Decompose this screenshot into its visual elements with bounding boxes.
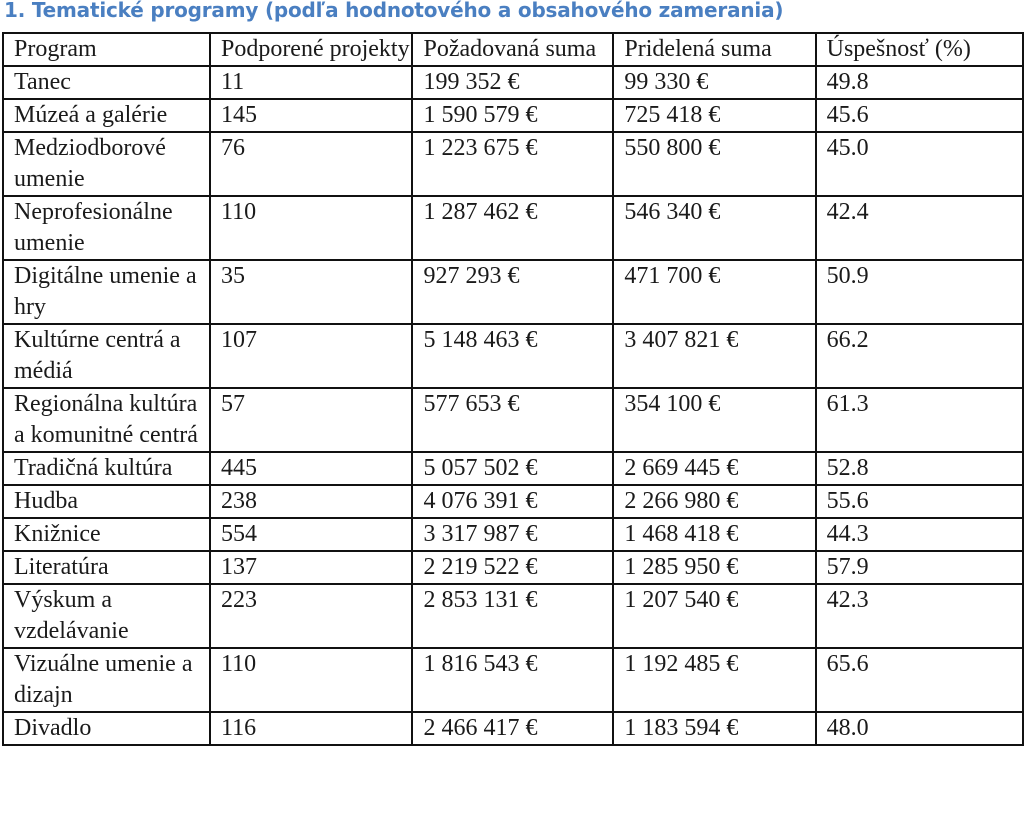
table-row [3, 99, 1023, 132]
header-success: Úspešnosť (%) [816, 33, 1023, 66]
cell-program: Kultúrne centrá a médiá [3, 324, 210, 388]
cell-program: Výskum a vzdelávanie [3, 584, 210, 648]
cell-allocated: 550 800 € [613, 132, 815, 196]
table-row [3, 551, 1023, 584]
table-row [3, 66, 1023, 99]
table-row [3, 324, 1023, 388]
table-row [3, 132, 1023, 196]
table-row [3, 388, 1023, 452]
cell-projects: 76 [210, 132, 413, 196]
cell-program: Hudba [3, 485, 210, 518]
cell-allocated: 1 468 418 € [613, 518, 815, 551]
cell-success: 61.3 [816, 388, 1023, 452]
cell-allocated: 2 669 445 € [613, 452, 815, 485]
cell-requested: 3 317 987 € [412, 518, 613, 551]
cell-program: Medziodborové umenie [3, 132, 210, 196]
cell-program: Digitálne umenie a hry [3, 260, 210, 324]
cell-success: 48.0 [816, 712, 1023, 745]
cell-allocated: 1 285 950 € [613, 551, 815, 584]
cell-success: 45.0 [816, 132, 1023, 196]
cell-program: Divadlo [3, 712, 210, 745]
cell-allocated: 1 207 540 € [613, 584, 815, 648]
cell-allocated: 99 330 € [613, 66, 815, 99]
cell-success: 42.3 [816, 584, 1023, 648]
cell-requested: 1 590 579 € [412, 99, 613, 132]
cell-requested: 1 287 462 € [412, 196, 613, 260]
cell-requested: 2 853 131 € [412, 584, 613, 648]
table-row [3, 648, 1023, 712]
cell-requested: 1 223 675 € [412, 132, 613, 196]
table-row [3, 452, 1023, 485]
cell-program: Literatúra [3, 551, 210, 584]
header-row [3, 33, 1023, 66]
cell-projects: 137 [210, 551, 413, 584]
cell-program: Tradičná kultúra [3, 452, 210, 485]
cell-requested: 577 653 € [412, 388, 613, 452]
cell-success: 49.8 [816, 66, 1023, 99]
cell-success: 52.8 [816, 452, 1023, 485]
cell-projects: 445 [210, 452, 413, 485]
table-row [3, 712, 1023, 745]
cell-success: 55.6 [816, 485, 1023, 518]
table-row [3, 584, 1023, 648]
cell-program: Regionálna kultúra a komunitné centrá [3, 388, 210, 452]
cell-requested: 4 076 391 € [412, 485, 613, 518]
cell-success: 50.9 [816, 260, 1023, 324]
cell-allocated: 2 266 980 € [613, 485, 815, 518]
cell-success: 42.4 [816, 196, 1023, 260]
cell-allocated: 354 100 € [613, 388, 815, 452]
cell-requested: 927 293 € [412, 260, 613, 324]
cell-projects: 223 [210, 584, 413, 648]
cell-allocated: 546 340 € [613, 196, 815, 260]
header-allocated: Pridelená suma [613, 33, 815, 66]
cell-projects: 110 [210, 648, 413, 712]
cell-projects: 57 [210, 388, 413, 452]
cell-success: 44.3 [816, 518, 1023, 551]
cell-success: 45.6 [816, 99, 1023, 132]
section-title: 1. Tematické programy (podľa hodnotového a obsahového zamerania) [4, 0, 784, 22]
cell-allocated: 1 192 485 € [613, 648, 815, 712]
cell-projects: 116 [210, 712, 413, 745]
cell-requested: 5 148 463 € [412, 324, 613, 388]
cell-projects: 145 [210, 99, 413, 132]
table-row [3, 196, 1023, 260]
cell-success: 66.2 [816, 324, 1023, 388]
cell-success: 57.9 [816, 551, 1023, 584]
cell-requested: 199 352 € [412, 66, 613, 99]
cell-program: Múzeá a galérie [3, 99, 210, 132]
table-row [3, 260, 1023, 324]
header-projects: Podporené projekty [210, 33, 413, 66]
cell-requested: 1 816 543 € [412, 648, 613, 712]
cell-success: 65.6 [816, 648, 1023, 712]
table-body [3, 66, 1023, 745]
cell-program: Tanec [3, 66, 210, 99]
header-requested: Požadovaná suma [412, 33, 613, 66]
cell-projects: 35 [210, 260, 413, 324]
cell-projects: 107 [210, 324, 413, 388]
table-row [3, 518, 1023, 551]
cell-allocated: 3 407 821 € [613, 324, 815, 388]
cell-projects: 238 [210, 485, 413, 518]
cell-program: Vizuálne umenie a dizajn [3, 648, 210, 712]
cell-allocated: 471 700 € [613, 260, 815, 324]
cell-requested: 5 057 502 € [412, 452, 613, 485]
cell-projects: 110 [210, 196, 413, 260]
cell-allocated: 1 183 594 € [613, 712, 815, 745]
grant-table [2, 32, 1024, 746]
cell-projects: 11 [210, 66, 413, 99]
cell-requested: 2 219 522 € [412, 551, 613, 584]
cell-projects: 554 [210, 518, 413, 551]
cell-program: Knižnice [3, 518, 210, 551]
cell-program: Neprofesionálne umenie [3, 196, 210, 260]
cell-requested: 2 466 417 € [412, 712, 613, 745]
header-program: Program [3, 33, 210, 66]
cell-allocated: 725 418 € [613, 99, 815, 132]
table-row [3, 485, 1023, 518]
